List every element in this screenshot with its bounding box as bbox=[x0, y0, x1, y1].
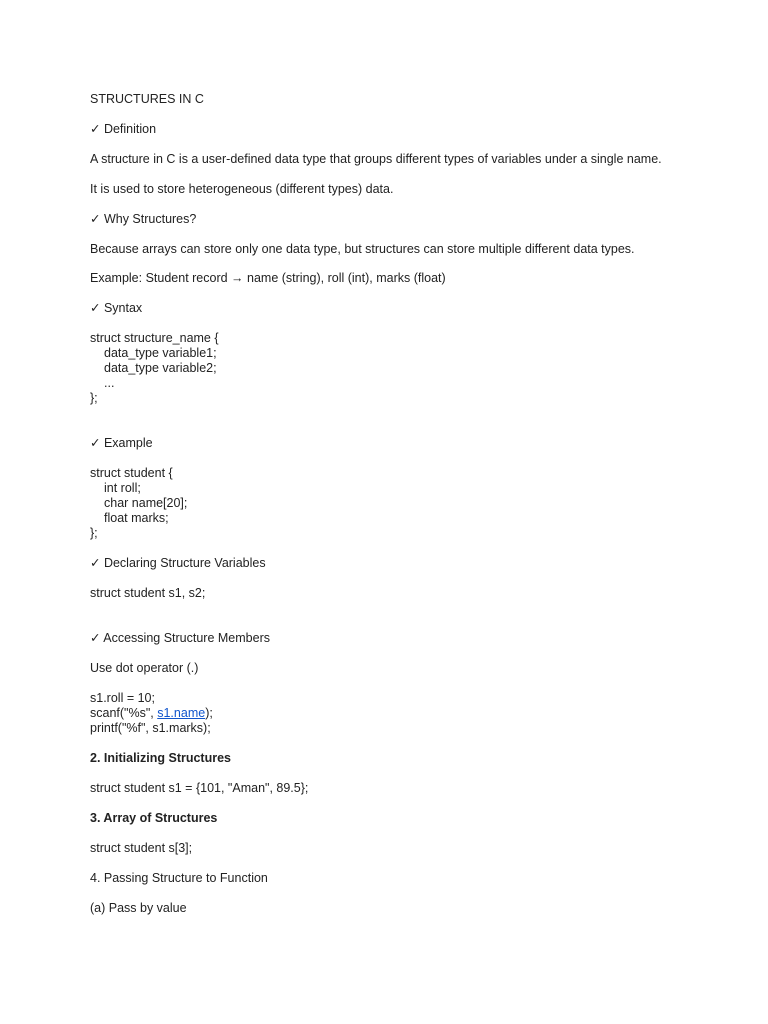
code-line: struct student { bbox=[90, 466, 173, 480]
code-line: data_type variable1; bbox=[104, 346, 217, 360]
passing-subheading: (a) Pass by value bbox=[90, 901, 187, 915]
code-line: int roll; bbox=[104, 481, 141, 495]
code-line: }; bbox=[90, 391, 98, 405]
array-heading: 3. Array of Structures bbox=[90, 811, 218, 825]
passing-heading: 4. Passing Structure to Function bbox=[90, 871, 268, 885]
initializing-heading: 2. Initializing Structures bbox=[90, 751, 231, 765]
code-line: char name[20]; bbox=[104, 496, 188, 510]
why-heading: ✓ Why Structures? bbox=[90, 212, 197, 226]
definition-heading: ✓ Definition bbox=[90, 122, 157, 136]
page-title: STRUCTURES IN C bbox=[90, 92, 204, 106]
s1-name-link[interactable]: s1.name bbox=[157, 706, 206, 720]
accessing-note: Use dot operator (.) bbox=[90, 661, 199, 675]
code-line: float marks; bbox=[104, 511, 169, 525]
code-fragment: ); bbox=[205, 706, 213, 720]
why-text-2: Example: Student record → name (string), roll (int), marks (float) bbox=[90, 271, 446, 285]
code-line: struct structure_name { bbox=[90, 331, 219, 345]
declaring-heading: ✓ Declaring Structure Variables bbox=[90, 556, 266, 570]
declaring-code: struct student s1, s2; bbox=[90, 586, 206, 600]
code-line: data_type variable2; bbox=[104, 361, 217, 375]
why-text-1: Because arrays can store only one data type, but structures can store multiple different data types. bbox=[90, 242, 635, 256]
code-line: printf("%f", s1.marks); bbox=[90, 721, 211, 735]
code-line bbox=[90, 706, 730, 721]
code-fragment: scanf("%s", bbox=[90, 706, 158, 720]
code-line: }; bbox=[90, 526, 98, 540]
code-line: s1.roll = 10; bbox=[90, 691, 155, 705]
definition-text-2: It is used to store heterogeneous (different types) data. bbox=[90, 182, 394, 196]
definition-text-1: A structure in C is a user-defined data type that groups different types of variables under a single name. bbox=[90, 152, 662, 166]
example-code-block bbox=[90, 466, 730, 541]
syntax-heading: ✓ Syntax bbox=[90, 301, 143, 315]
example-heading: ✓ Example bbox=[90, 436, 153, 450]
initializing-code: struct student s1 = {101, "Aman", 89.5}; bbox=[90, 781, 309, 795]
syntax-code-block bbox=[90, 331, 730, 406]
code-line: ... bbox=[104, 376, 115, 390]
document-page bbox=[90, 92, 730, 916]
array-code: struct student s[3]; bbox=[90, 841, 193, 855]
accessing-code-block bbox=[90, 691, 730, 736]
accessing-heading: ✓ Accessing Structure Members bbox=[90, 631, 270, 645]
